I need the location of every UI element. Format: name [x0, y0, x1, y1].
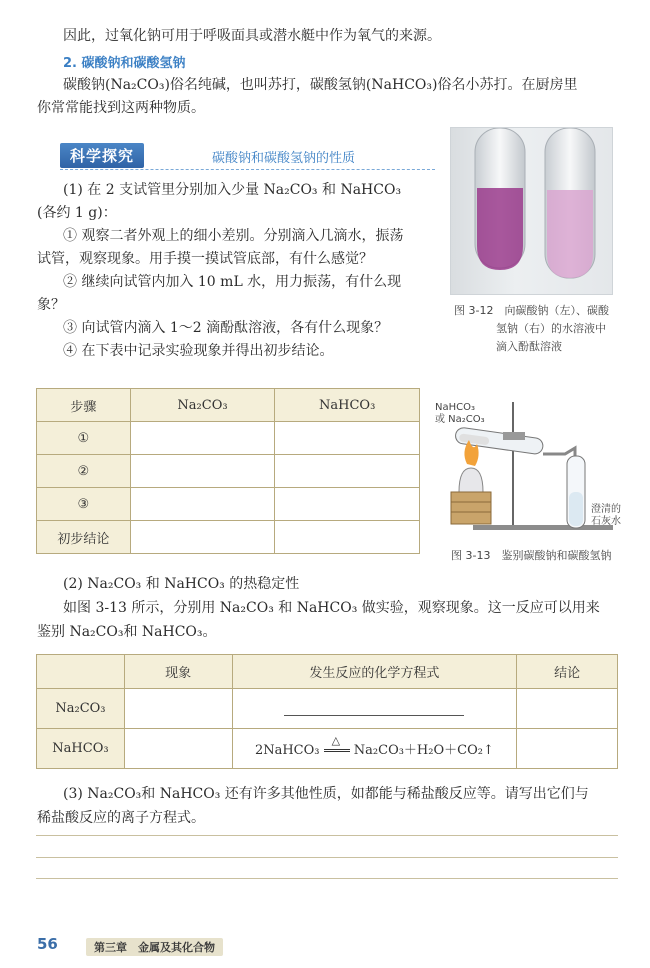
section-title: 2. 碳酸钠和碳酸氢钠 [63, 56, 186, 71]
header-equation: 发生反应的化学方程式 [232, 655, 517, 689]
header-steps: 步骤 [37, 389, 131, 422]
step-line: (1) 在 2 支试管里分别加入少量 Na₂CO₃ 和 NaHCO₃ [63, 182, 402, 198]
limewater-label-line: 澄清的 [591, 504, 621, 515]
heating-condition [324, 734, 350, 752]
reagent-label [435, 402, 485, 426]
row-label: 初步结论 [37, 521, 131, 554]
test-tubes-photo [450, 127, 613, 295]
science-inquiry-badge: 科学探究 [60, 143, 144, 168]
answer-cell[interactable] [275, 488, 420, 521]
intro-line: 因此，过氧化钠可用于呼吸面具或潜水艇中作为氧气的来源。 [63, 28, 441, 44]
writing-line[interactable] [36, 878, 618, 879]
answer-cell[interactable] [130, 455, 275, 488]
table-row [37, 729, 618, 769]
answer-cell[interactable] [275, 455, 420, 488]
table-header-row [37, 655, 618, 689]
section-paragraph-line-2: 你常常能找到这两种物质。 [37, 100, 205, 116]
caption-line: 滴入酚酞溶液 [496, 340, 562, 353]
answer-cell[interactable] [124, 729, 232, 769]
inquiry-steps [37, 180, 442, 361]
caption-line: 氢钠（右）的水溶液中 [496, 322, 606, 335]
limewater [569, 492, 583, 526]
answer-cell[interactable] [130, 521, 275, 554]
answer-cell[interactable] [517, 729, 618, 769]
caption-line: 图 3-12 向碳酸钠（左）、碳酸 [454, 304, 609, 317]
answer-cell[interactable] [275, 422, 420, 455]
equation-reactant: 2NaHCO₃ [254, 743, 320, 758]
left-solution-dark-pink [477, 188, 523, 270]
writing-line[interactable] [36, 835, 618, 836]
equation-products: Na₂CO₃＋H₂O＋CO₂↑ [353, 743, 494, 758]
chapter-label: 第三章 金属及其化合物 [86, 938, 223, 956]
table-row [37, 422, 420, 455]
table-row [37, 521, 420, 554]
reagent-label-line: 或 Na₂CO₃ [435, 414, 485, 425]
part-2-paragraph-line-1: 如图 3-13 所示，分别用 Na₂CO₃ 和 NaHCO₃ 做实验，观察现象。这一反应可以用来 [63, 600, 600, 616]
row-label: ① [37, 422, 131, 455]
part-2-title: (2) Na₂CO₃ 和 NaHCO₃ 的热稳定性 [63, 576, 300, 592]
row-label-na2co3: Na₂CO₃ [37, 689, 125, 729]
reagent-label-line: NaHCO₃ [435, 402, 475, 413]
part-2-paragraph-line-2: 鉴别 Na₂CO₃和 NaHCO₃。 [37, 624, 217, 640]
answer-cell[interactable] [275, 521, 420, 554]
figure-3-13-caption: 图 3-13 鉴别碳酸钠和碳酸氢钠 [451, 549, 612, 562]
inquiry-topic-title: 碳酸钠和碳酸氢钠的性质 [212, 151, 356, 166]
answer-cell[interactable] [130, 488, 275, 521]
header-nahco3: NaHCO₃ [275, 389, 420, 422]
header-conclusion: 结论 [517, 655, 618, 689]
answer-cell[interactable] [130, 422, 275, 455]
clamp [503, 432, 525, 440]
observation-table [36, 388, 420, 554]
step-line: ③ 向试管内滴入 1～2 滴酚酞溶液，各有什么现象？ [63, 320, 389, 336]
equation-blank-line [284, 715, 464, 716]
part-3-paragraph-line-1: (3) Na₂CO₃和 NaHCO₃ 还有许多其他性质，如都能与稀盐酸反应等。请写出它们与 [63, 786, 589, 802]
header-na2co3: Na₂CO₃ [130, 389, 275, 422]
right-solution-light-pink [547, 190, 593, 278]
header-empty [37, 655, 125, 689]
table-row [37, 488, 420, 521]
wooden-block [451, 492, 491, 524]
page-number: 56 [37, 935, 58, 953]
thermal-stability-table [36, 654, 618, 769]
step-line: ④ 在下表中记录实验现象并得出初步结论。 [63, 343, 334, 359]
step-line: 象？ [37, 297, 65, 313]
figure-3-12-caption [454, 302, 609, 356]
table-row [37, 689, 618, 729]
equation-blank-cell[interactable] [232, 689, 517, 729]
row-label: ③ [37, 488, 131, 521]
test-tubes-illustration [451, 128, 614, 296]
limewater-label [591, 504, 621, 528]
limewater-label-line: 石灰水 [591, 516, 621, 527]
step-line: ② 继续向试管内加入 10 mL 水，用力振荡，有什么现 [63, 274, 402, 290]
row-label: ② [37, 455, 131, 488]
table-row [37, 455, 420, 488]
reaction-arrow [324, 749, 350, 752]
answer-cell[interactable] [124, 689, 232, 729]
table-header-row [37, 389, 420, 422]
step-line: ① 观察二者外观上的细小差别。分别滴入几滴水，振荡 [63, 228, 404, 244]
step-line: 试管，观察现象。用手摸一摸试管底部，有什么感觉？ [37, 251, 373, 267]
equation-cell [232, 729, 517, 769]
heat-symbol-icon: △ [331, 734, 341, 747]
answer-cell[interactable] [517, 689, 618, 729]
heating-apparatus-figure [433, 392, 623, 542]
row-label-nahco3: NaHCO₃ [37, 729, 125, 769]
writing-line[interactable] [36, 857, 618, 858]
part-3-paragraph-line-2: 稀盐酸反应的离子方程式。 [37, 810, 205, 826]
header-divider [60, 169, 435, 170]
section-paragraph-line-1: 碳酸钠(Na₂CO₃)俗名纯碱，也叫苏打，碳酸氢钠(NaHCO₃)俗名小苏打。在厨房里 [63, 77, 578, 93]
header-phenomenon: 现象 [124, 655, 232, 689]
alcohol-lamp [459, 468, 483, 492]
step-line: (各约 1 g)： [37, 205, 117, 221]
